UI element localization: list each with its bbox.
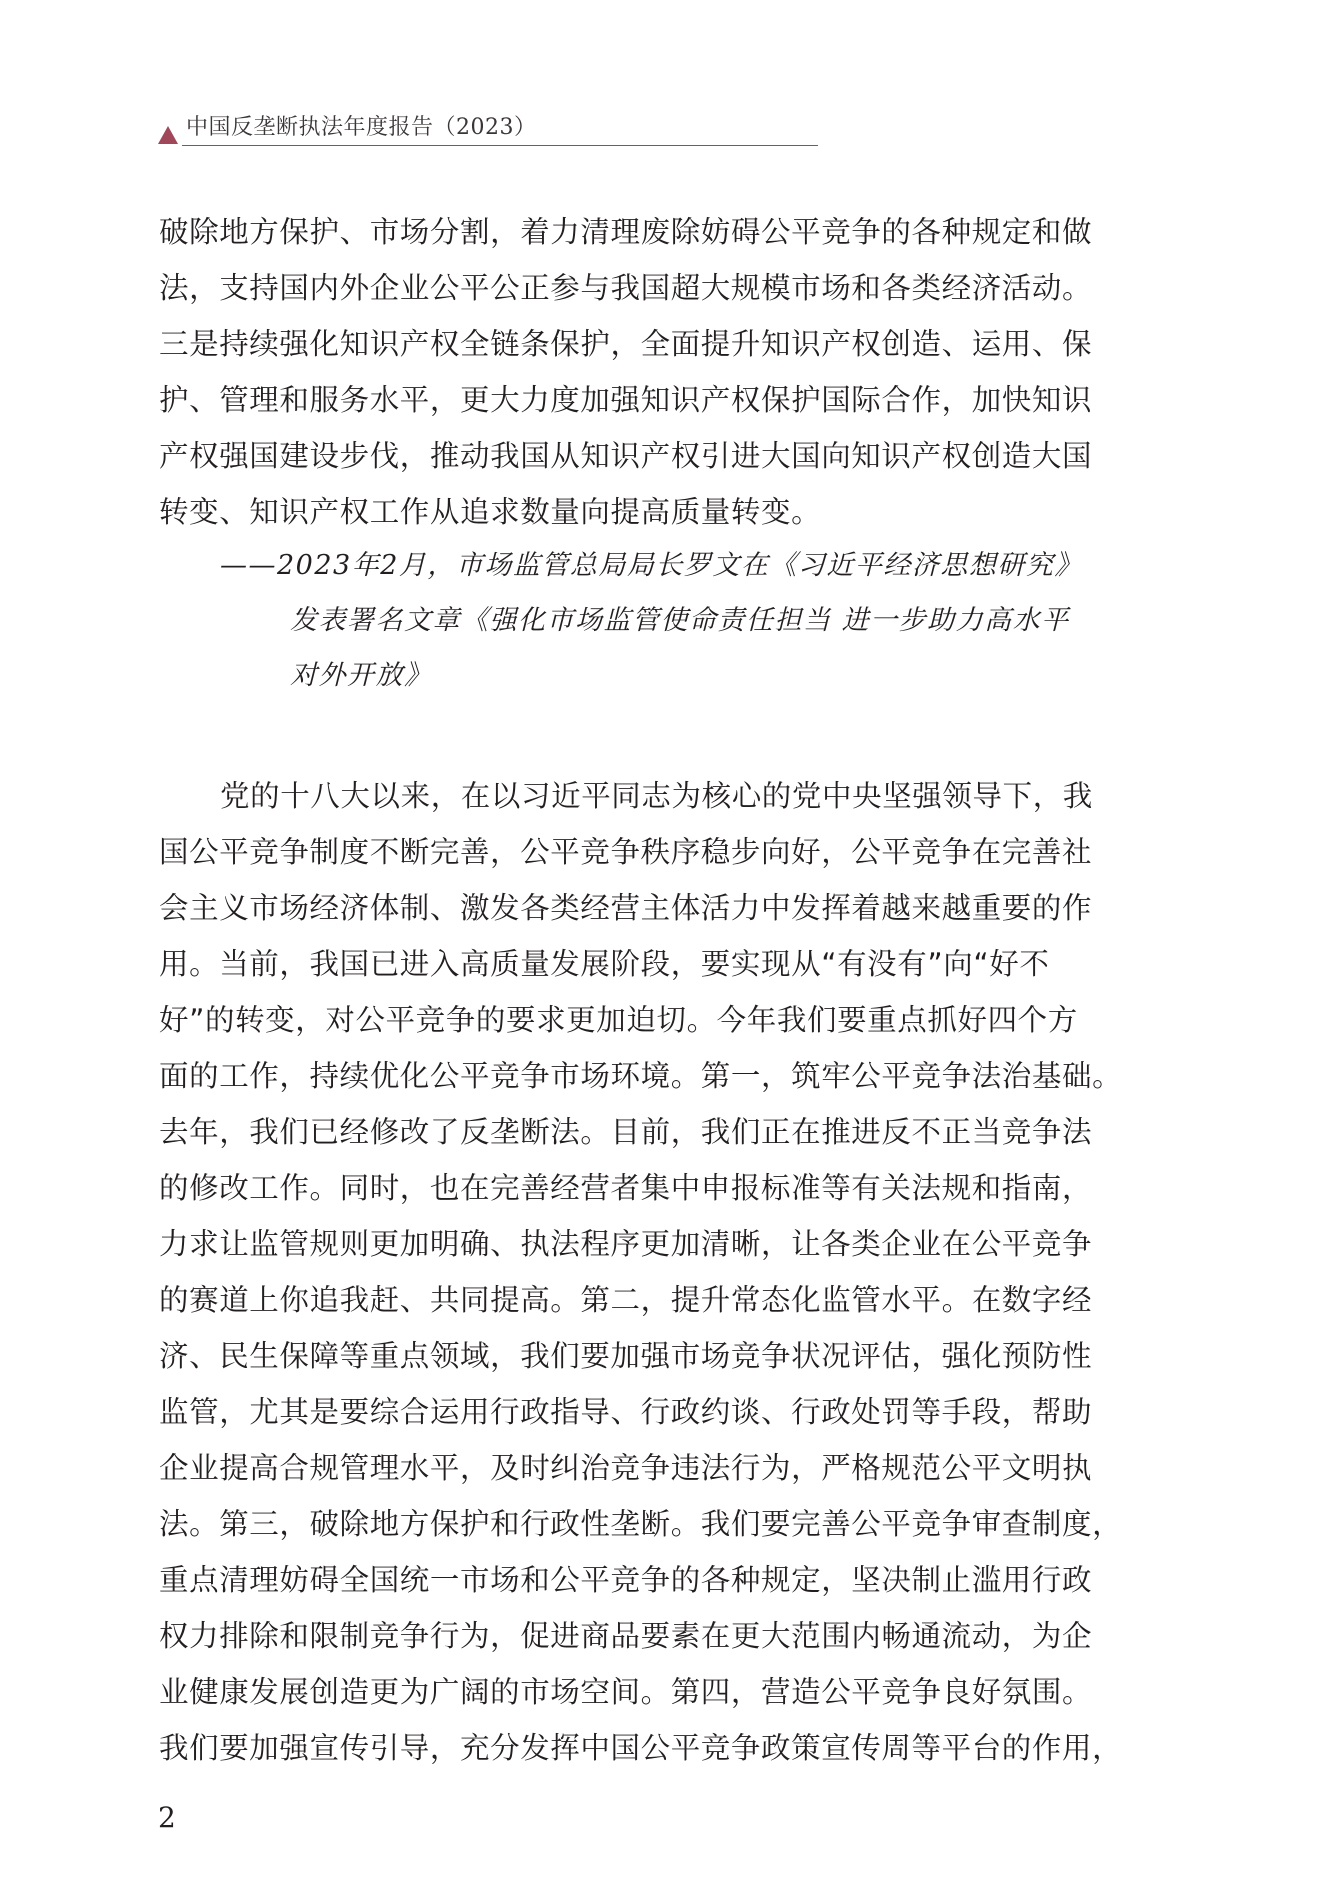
- body-line: 会主义市场经济体制、激发各类经营主体活力中发挥着越来越重要的作: [159, 891, 1093, 925]
- body-line: 业健康发展创造更为广阔的市场空间。第四，营造公平竞争良好氛围。: [159, 1675, 1093, 1709]
- running-header: [158, 108, 818, 148]
- attribution-line: ——2023年2月，市场监管总局局长罗文在《习近平经济思想研究》: [220, 550, 1083, 581]
- body-line: 的赛道上你追我赶、共同提高。第二，提升常态化监管水平。在数字经: [159, 1283, 1093, 1317]
- body-line: 监管，尤其是要综合运用行政指导、行政约谈、行政处罚等手段，帮助: [159, 1395, 1093, 1429]
- quote-line: 转变、知识产权工作从追求数量向提高质量转变。: [159, 495, 822, 529]
- body-line: 力求让监管规则更加明确、执法程序更加清晰，让各类企业在公平竞争: [159, 1227, 1093, 1261]
- quote-line: 三是持续强化知识产权全链条保护，全面提升知识产权创造、运用、保: [159, 327, 1093, 361]
- quote-line: 护、管理和服务水平，更大力度加强知识产权保护国际合作，加快知识: [159, 383, 1093, 417]
- body-line: 的修改工作。同时，也在完善经营者集中申报标准等有关法规和指南，: [159, 1171, 1093, 1205]
- attribution-line: 对外开放》: [290, 660, 433, 691]
- body-line: 重点清理妨碍全国统一市场和公平竞争的各种规定，坚决制止滥用行政: [159, 1563, 1093, 1597]
- header-title: 中国反垄断执法年度报告（2023）: [186, 115, 537, 140]
- header-rule: [182, 145, 818, 146]
- body-line: 企业提高合规管理水平，及时纠治竞争违法行为，严格规范公平文明执: [159, 1451, 1093, 1485]
- body-line: 国公平竞争制度不断完善，公平竞争秩序稳步向好，公平竞争在完善社: [159, 835, 1093, 869]
- body-line: 法。第三，破除地方保护和行政性垄断。我们要完善公平竞争审查制度，: [159, 1507, 1123, 1541]
- body-line: 我们要加强宣传引导，充分发挥中国公平竞争政策宣传周等平台的作用，: [159, 1731, 1123, 1765]
- body-line: 权力排除和限制竞争行为，促进商品要素在更大范围内畅通流动，为企: [159, 1619, 1093, 1653]
- quote-line: 破除地方保护、市场分割，着力清理废除妨碍公平竞争的各种规定和做: [159, 215, 1093, 249]
- body-line: 面的工作，持续优化公平竞争市场环境。第一，筑牢公平竞争法治基础。: [159, 1059, 1123, 1093]
- body-line: 去年，我们已经修改了反垄断法。目前，我们正在推进反不正当竞争法: [159, 1115, 1093, 1149]
- corner-triangle-icon: [158, 124, 178, 144]
- quote-line: 产权强国建设步伐，推动我国从知识产权引进大国向知识产权创造大国: [159, 439, 1093, 473]
- body-line: 用。当前，我国已进入高质量发展阶段，要实现从“有没有”向“好不: [159, 947, 1050, 981]
- body-line: 党的十八大以来，在以习近平同志为核心的党中央坚强领导下，我: [220, 779, 1093, 813]
- body-line: 好”的转变，对公平竞争的要求更加迫切。今年我们要重点抓好四个方: [159, 1003, 1078, 1037]
- quote-line: 法，支持国内外企业公平公正参与我国超大规模市场和各类经济活动。: [159, 271, 1093, 305]
- attribution-line: 发表署名文章《强化市场监管使命责任担当 进一步助力高水平: [290, 605, 1070, 636]
- page-number: 2: [158, 1801, 176, 1834]
- body-line: 济、民生保障等重点领域，我们要加强市场竞争状况评估，强化预防性: [159, 1339, 1093, 1373]
